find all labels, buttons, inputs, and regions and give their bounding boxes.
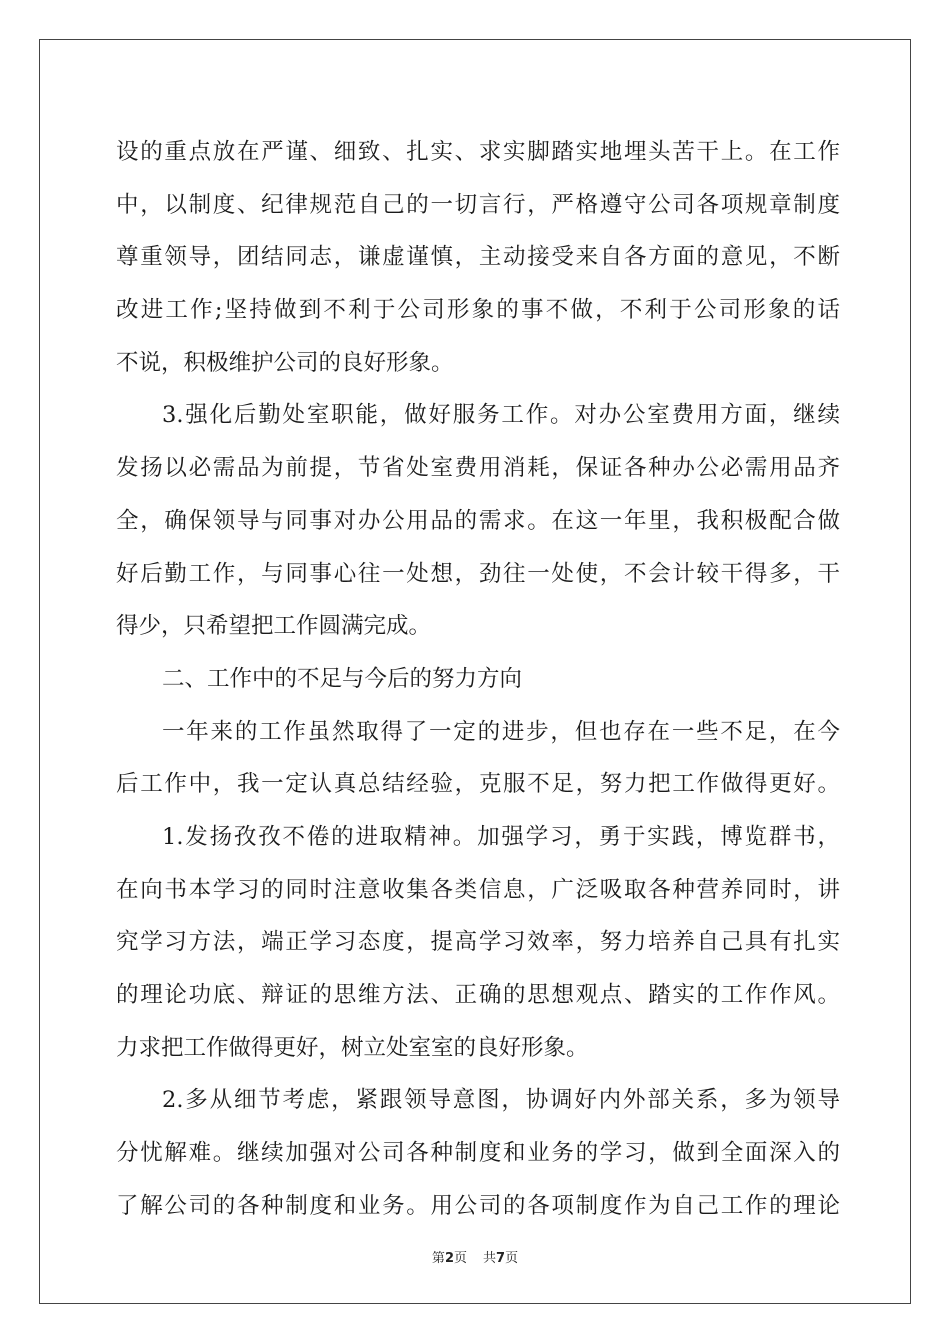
text-line: 不说，积极维护公司的良好形象。 — [116, 349, 454, 376]
page-number-label: 第2页 — [431, 1251, 467, 1266]
text-line: 究学习方法，端正学习态度，提高学习效率，努力培养自己具有扎实 — [116, 929, 840, 956]
text-line: 改进工作;坚持做到不利于公司形象的事不做，不利于公司形象的话 — [116, 297, 840, 324]
text-line: 发扬以必需品为前提，节省处室费用消耗，保证各种办公必需用品齐 — [116, 455, 840, 482]
paragraph-start-line: 2.多从细节考虑，紧跟领导意图，协调好内外部关系，多为领导 — [162, 1087, 840, 1114]
total-pages-label: 共7页 — [483, 1251, 519, 1266]
paragraph-start-line: 1.发扬孜孜不倦的进取精神。加强学习，勇于实践，博览群书， — [162, 823, 840, 850]
text-line: 力求把工作做得更好，树立处室室的良好形象。 — [116, 1034, 589, 1061]
text-line: 全，确保领导与同事对办公用品的需求。在这一年里，我积极配合做 — [116, 507, 840, 534]
text-line: 好后勤工作，与同事心往一处想，劲往一处使，不会计较干得多，干 — [116, 560, 840, 587]
text-line: 在向书本学习的同时注意收集各类信息，广泛吸取各种营养同时，讲 — [116, 876, 840, 903]
text-line: 后工作中，我一定认真总结经验，克服不足，努力把工作做得更好。 — [116, 771, 840, 798]
text-line: 设的重点放在严谨、细致、扎实、求实脚踏实地埋头苦干上。在工作 — [116, 139, 840, 165]
text-line: 的理论功底、辩证的思维方法、正确的思想观点、踏实的工作作风。 — [116, 982, 840, 1008]
paragraph-start-line: 3.强化后勤处室职能，做好服务工作。对办公室费用方面，继续 — [162, 402, 840, 429]
text-line: 了解公司的各种制度和业务。用公司的各项制度作为自己工作的理论 — [116, 1192, 840, 1219]
text-line: 尊重领导，团结同志，谦虚谨慎，主动接受来自各方面的意见，不断 — [116, 244, 840, 271]
page-footer — [0, 1247, 950, 1266]
text-line: 分忧解难。继续加强对公司各种制度和业务的学习，做到全面深入的 — [116, 1140, 840, 1167]
text-line: 中，以制度、纪律规范自己的一切言行，严格遵守公司各项规章制度 — [116, 191, 840, 218]
section-heading: 二、工作中的不足与今后的努力方向 — [162, 665, 523, 692]
document-body — [116, 126, 840, 1232]
paragraph-start-line: 一年来的工作虽然取得了一定的进步，但也存在一些不足，在今 — [162, 718, 840, 745]
text-line: 得少，只希望把工作圆满完成。 — [116, 613, 432, 640]
